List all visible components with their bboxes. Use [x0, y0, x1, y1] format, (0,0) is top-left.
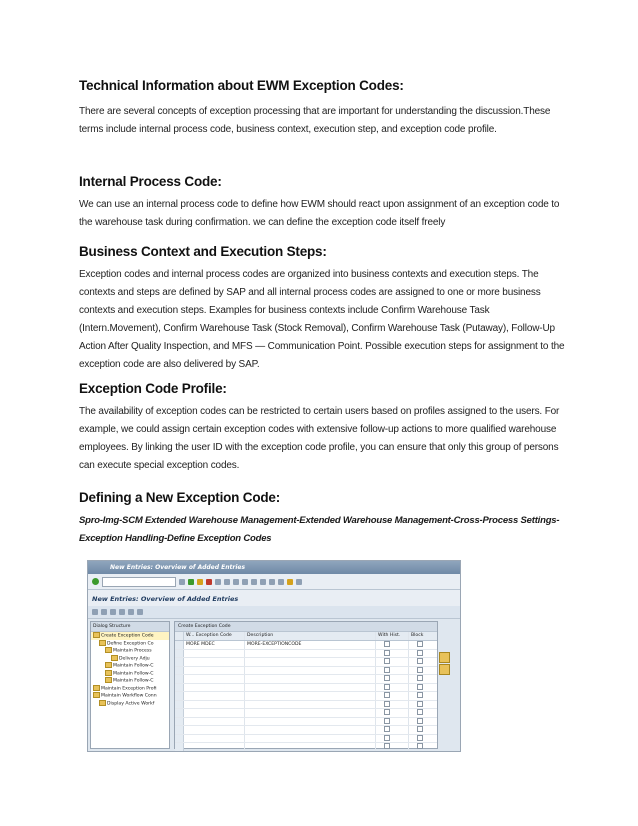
- folder-icon: [99, 640, 106, 646]
- table-row[interactable]: [175, 709, 437, 718]
- table-row[interactable]: [175, 743, 437, 752]
- folder-icon: [99, 700, 106, 706]
- sap-window-title: New Entries: Overview of Added Entries: [88, 561, 460, 574]
- exception-code-table: [174, 621, 438, 749]
- tree-node[interactable]: Maintain Exception Profi: [91, 685, 169, 693]
- column-header[interactable]: W... Exception Code: [184, 632, 245, 640]
- table-row[interactable]: [175, 701, 437, 710]
- tree-node[interactable]: Delivery Adju: [91, 655, 169, 663]
- tree-node[interactable]: Create Exception Code: [91, 632, 169, 640]
- table-row[interactable]: [175, 735, 437, 744]
- exception-code-cell[interactable]: MORE MDEC: [184, 641, 245, 649]
- table-header: [175, 632, 437, 641]
- customizing-path: Spro-Img-SCM Extended Warehouse Management-Extended Warehouse Management-Cross-Process Settings-Exception Handling-Define Exception Codes: [79, 515, 560, 544]
- table-title: Create Exception Code: [175, 622, 437, 632]
- with-history-checkbox[interactable]: [384, 709, 390, 715]
- sap-body: [88, 618, 460, 751]
- with-history-checkbox[interactable]: [384, 658, 390, 664]
- find-next-icon[interactable]: [233, 579, 239, 585]
- heading-internal-process-code: Internal Process Code:: [79, 174, 222, 189]
- scroll-up-icon[interactable]: [439, 652, 450, 663]
- with-history-checkbox[interactable]: [384, 675, 390, 681]
- heading-technical-info: Technical Information about EWM Exception Codes:: [79, 78, 404, 93]
- table-row[interactable]: [175, 675, 437, 684]
- with-history-checkbox[interactable]: [384, 718, 390, 724]
- table-row[interactable]: [175, 692, 437, 701]
- select-all-icon[interactable]: [128, 609, 134, 615]
- new-session-icon[interactable]: [278, 579, 284, 585]
- save-icon[interactable]: [179, 579, 185, 585]
- with-history-checkbox[interactable]: [384, 735, 390, 741]
- delete-icon[interactable]: [110, 609, 116, 615]
- sap-standard-toolbar: [88, 574, 460, 590]
- folder-icon: [105, 662, 112, 668]
- enter-icon[interactable]: [92, 578, 99, 585]
- heading-exception-code-profile: Exception Code Profile:: [79, 381, 227, 396]
- folder-icon: [93, 685, 100, 691]
- back-icon[interactable]: [188, 579, 194, 585]
- change-icon[interactable]: [92, 609, 98, 615]
- block-checkbox[interactable]: [417, 718, 423, 724]
- prev-page-icon[interactable]: [251, 579, 257, 585]
- deselect-icon[interactable]: [137, 609, 143, 615]
- folder-icon: [105, 647, 112, 653]
- block-checkbox[interactable]: [417, 752, 423, 753]
- table-row[interactable]: [175, 718, 437, 727]
- column-header[interactable]: With Hist.: [376, 632, 409, 640]
- tree-node[interactable]: Display Active Workf: [91, 700, 169, 708]
- folder-icon: [93, 632, 100, 638]
- find-icon[interactable]: [224, 579, 230, 585]
- block-checkbox[interactable]: [417, 692, 423, 698]
- table-row[interactable]: [175, 752, 437, 753]
- with-history-checkbox[interactable]: [384, 743, 390, 749]
- folder-icon: [105, 677, 112, 683]
- first-page-icon[interactable]: [242, 579, 248, 585]
- with-history-checkbox[interactable]: [384, 701, 390, 707]
- sap-screenshot: [87, 560, 461, 752]
- with-history-checkbox[interactable]: [384, 752, 390, 753]
- table-row[interactable]: [175, 658, 437, 667]
- block-checkbox[interactable]: [417, 658, 423, 664]
- tree-node[interactable]: Maintain Follow-C: [91, 662, 169, 670]
- with-history-checkbox[interactable]: [384, 684, 390, 690]
- sap-screen-title: New Entries: Overview of Added Entries: [88, 590, 460, 606]
- table-row[interactable]: [175, 684, 437, 693]
- table-row[interactable]: [175, 650, 437, 659]
- tree-node[interactable]: Maintain Workflow Conn: [91, 692, 169, 700]
- tree-node[interactable]: Define Exception Co: [91, 640, 169, 648]
- block-checkbox[interactable]: [417, 701, 423, 707]
- block-checkbox[interactable]: [417, 641, 423, 647]
- command-field[interactable]: [102, 577, 176, 587]
- with-history-checkbox[interactable]: [384, 650, 390, 656]
- block-checkbox[interactable]: [417, 667, 423, 673]
- heading-business-context: Business Context and Execution Steps:: [79, 244, 327, 259]
- column-header[interactable]: Block: [411, 633, 424, 638]
- help-icon[interactable]: [287, 579, 293, 585]
- folder-icon: [93, 692, 100, 698]
- tree-node[interactable]: Maintain Process: [91, 647, 169, 655]
- copy-icon[interactable]: [101, 609, 107, 615]
- next-page-icon[interactable]: [260, 579, 266, 585]
- exit-icon[interactable]: [197, 579, 203, 585]
- block-checkbox[interactable]: [417, 650, 423, 656]
- print-icon[interactable]: [215, 579, 221, 585]
- table-row[interactable]: [175, 726, 437, 735]
- folder-icon: [105, 670, 112, 676]
- with-history-checkbox[interactable]: [384, 641, 390, 647]
- last-page-icon[interactable]: [269, 579, 275, 585]
- table-row[interactable]: [175, 667, 437, 676]
- block-checkbox[interactable]: [417, 684, 423, 690]
- description-cell[interactable]: MORE-EXCEPTIONCODE: [245, 641, 376, 649]
- block-checkbox[interactable]: [417, 709, 423, 715]
- with-history-checkbox[interactable]: [384, 667, 390, 673]
- block-checkbox[interactable]: [417, 735, 423, 741]
- with-history-checkbox[interactable]: [384, 726, 390, 732]
- with-history-checkbox[interactable]: [384, 692, 390, 698]
- dialog-structure-tree: [90, 621, 170, 749]
- paragraph-exception-code-profile: The availability of exception codes can be restricted to certain users based on profiles assigned to the users. For example, we could assign certain exception codes with extensive follow-up actions to more qualified warehouse employees. By linking the user ID with the exception code profile, you can ensure that only this group of persons can execute special exception codes.: [79, 406, 560, 471]
- heading-defining-new-code: Defining a New Exception Code:: [79, 490, 281, 505]
- paragraph-business-context: Exception codes and internal process codes are organized into business contexts and execution steps. The contexts and steps are defined by SAP and all internal process codes are assigned to one or more business contexts and execution steps. Examples for business contexts include Confirm Warehouse Task (Intern.Movement), Confirm Warehouse Task (Stock Removal), Confirm Warehouse Task (Putaway), Follow-Up Action After Quality Inspection, and MFS — Communication Point. Possible execution steps for assignment to the exception code are also delivered by SAP.: [79, 269, 565, 370]
- block-checkbox[interactable]: [417, 726, 423, 732]
- tree-node[interactable]: Maintain Follow-C: [91, 670, 169, 678]
- tree-node[interactable]: Maintain Follow-C: [91, 677, 169, 685]
- layout-icon[interactable]: [296, 579, 302, 585]
- scroll-down-icon[interactable]: [439, 664, 450, 675]
- block-checkbox[interactable]: [417, 743, 423, 749]
- dialog-structure-label: Dialog Structure: [91, 622, 169, 632]
- column-header[interactable]: Description: [245, 632, 376, 640]
- paragraph-internal-process-code: We can use an internal process code to define how EWM should react upon assignment of an exception code to the warehouse task during confirmation. we can define the exception code itself freely: [79, 199, 560, 228]
- undo-icon[interactable]: [119, 609, 125, 615]
- table-row[interactable]: [175, 641, 437, 650]
- folder-icon: [111, 655, 118, 661]
- block-checkbox[interactable]: [417, 675, 423, 681]
- cancel-icon[interactable]: [206, 579, 212, 585]
- paragraph-technical-info: There are several concepts of exception processing that are important for understanding the discussion.These terms include internal process code, business context, execution step, and exception code profile.: [79, 106, 551, 135]
